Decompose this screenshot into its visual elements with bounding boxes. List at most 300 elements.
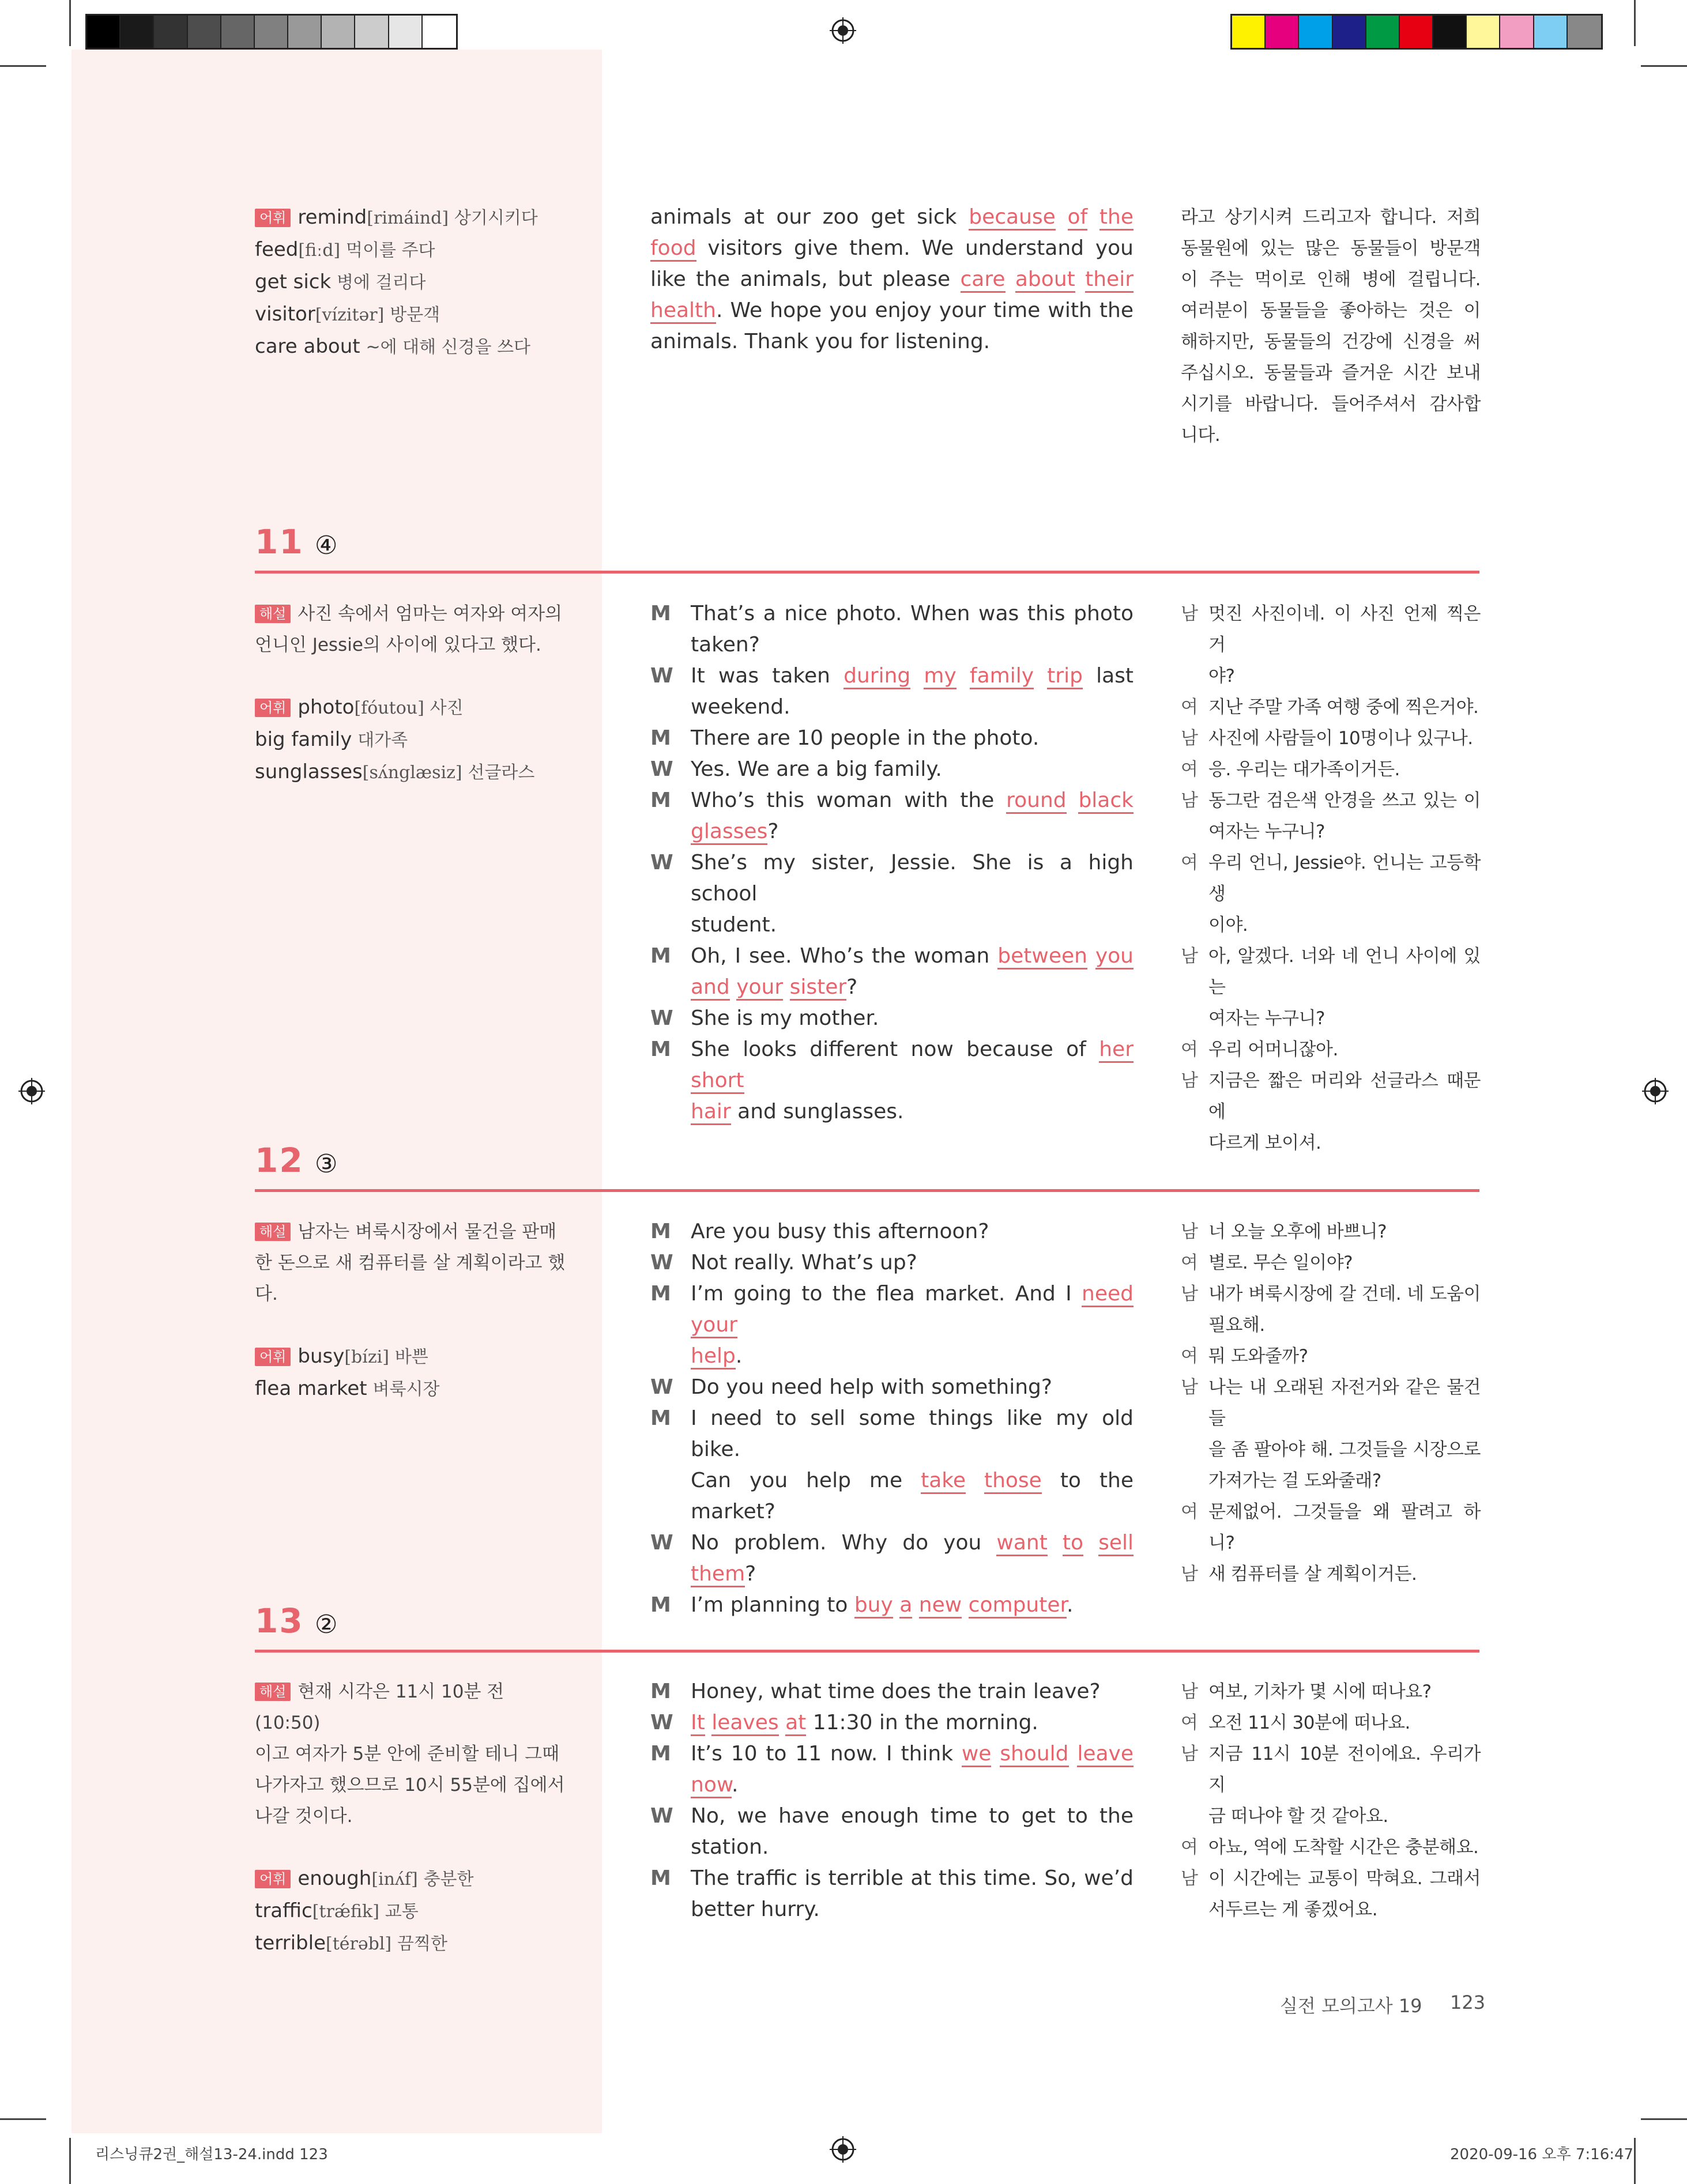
dialogue-line (691, 1894, 1134, 1925)
dialogue-korean-13 (1181, 1676, 1481, 1925)
vocab-meaning: 교통 (385, 1902, 419, 1922)
text-segment: student. (691, 913, 777, 937)
text-segment: Honey, what time does the train leave? (691, 1680, 1101, 1703)
english-text-top (650, 202, 1134, 357)
vocab-meaning: 충분한 (423, 1869, 474, 1889)
translation-line: 아뇨, 역에 도착할 시간은 충분해요. (1208, 1837, 1479, 1858)
translation-turn (1181, 1863, 1481, 1925)
text-segment: taken? (691, 633, 760, 657)
vocab-meaning: 벼룩시장 (372, 1379, 440, 1400)
vocab-word: photo (298, 696, 355, 719)
text-line: 니다. (1181, 425, 1221, 446)
speaker-label: M (650, 1038, 671, 1061)
speaker-label: 여 (1181, 1502, 1198, 1522)
dialogue-line (691, 692, 1134, 723)
answer-number: ④ (315, 531, 338, 560)
speaker-label: 남 (1181, 946, 1198, 967)
vocab-entry (255, 1863, 566, 1895)
translation-line: 뭐 도와줄까? (1208, 1346, 1308, 1367)
translation-turn (1181, 1832, 1481, 1863)
speaker-label: 여 (1181, 1039, 1198, 1060)
speaker-label: 여 (1181, 1346, 1198, 1367)
answer-number: ③ (315, 1149, 338, 1179)
text-line (650, 202, 1134, 233)
answer-blank: your (736, 975, 783, 1001)
explanation-panel-12 (255, 1216, 566, 1405)
answer-blank: buy (854, 1593, 893, 1619)
translation-turn (1181, 785, 1481, 847)
crop-mark (69, 2138, 71, 2184)
vocab-entry (255, 299, 566, 331)
vocab-list-top (255, 202, 566, 363)
color-swatch (1534, 16, 1568, 48)
text-segment: . (735, 1344, 743, 1368)
text-line (650, 326, 1134, 357)
color-swatch (154, 16, 187, 48)
explanation-line (255, 1801, 566, 1832)
speaker-label: 남 (1181, 790, 1198, 811)
vocab-pronunciation: [trǽfik] (312, 1902, 379, 1922)
dialogue-line (691, 598, 1134, 629)
vocab-word: care about (255, 335, 360, 358)
speaker-label: M (650, 1406, 671, 1430)
vocab-entry (255, 234, 566, 266)
explanation-text: 사진 속에서 엄마는 여자와 여자의 (298, 603, 563, 624)
translation-turn (1181, 941, 1481, 1034)
translation-line: 새 컴퓨터를 살 계획이거든. (1208, 1564, 1417, 1585)
dialogue-turn (650, 1034, 1134, 1127)
running-footer-title: 실전 모의고사 19 (1280, 1995, 1422, 2017)
vocab-pronunciation: [rimáind] (367, 208, 449, 228)
text-segment (1069, 1742, 1078, 1766)
explanation-panel-11 (255, 598, 566, 789)
dialogue-line (691, 1770, 1134, 1801)
page-number: 123 (1450, 1991, 1486, 2013)
vocab-word: visitor (255, 303, 315, 326)
answer-blank: black (1078, 789, 1134, 814)
dialogue-line (691, 1003, 1134, 1034)
dialogue-turn (650, 1278, 1134, 1372)
text-segment: animals. Thank you for listening. (650, 330, 991, 353)
translation-line: 서두르는 게 좋겠어요. (1208, 1899, 1378, 1920)
color-swatch (1568, 16, 1601, 48)
text-segment (1075, 267, 1085, 291)
speaker-label: 남 (1181, 1221, 1198, 1242)
color-swatch (87, 16, 120, 48)
answer-blank: between (997, 944, 1087, 970)
dialogue-line (691, 1247, 1134, 1278)
text-line: 이 주는 먹이로 인해 병에 걸립니다. (1181, 269, 1481, 290)
vocab-label: 어휘 (255, 699, 291, 717)
answer-blank: their (1085, 267, 1134, 293)
translation-line: 사진에 사람들이 10명이나 있구나. (1208, 728, 1473, 749)
color-swatch (288, 16, 322, 48)
text-segment: It was taken (691, 664, 844, 688)
text-line (650, 264, 1134, 295)
vocab-entry (255, 1373, 566, 1405)
vocab-word: busy (298, 1345, 345, 1368)
answer-blank: computer (969, 1593, 1067, 1619)
color-swatch (389, 16, 423, 48)
text-line: 라고 상기시켜 드리고자 합니다. 저희 (1181, 207, 1481, 228)
dialogue-english-12 (650, 1216, 1134, 1621)
section-header-11 (255, 522, 1479, 574)
translation-line: 동그란 검은색 안경을 쓰고 있는 이 (1208, 790, 1481, 811)
text-segment (991, 1742, 1000, 1766)
vocab-word: terrible (255, 1932, 326, 1955)
text-segment (1006, 267, 1015, 291)
explanation-text: 이고 여자가 5분 안에 준비할 테니 그때 (255, 1744, 560, 1764)
vocab-meaning: 먹이를 주다 (345, 240, 435, 261)
speaker-label: M (650, 1593, 671, 1617)
dialogue-line (691, 629, 1134, 661)
grayscale-color-bar (85, 14, 458, 50)
dialogue-turn (650, 847, 1134, 941)
speaker-label: 여 (1181, 697, 1198, 718)
text-segment (910, 664, 924, 688)
text-segment: She looks different now because of (691, 1038, 1099, 1061)
vocab-meaning: 상기시키다 (454, 208, 538, 228)
speaker-label: 여 (1181, 1837, 1198, 1858)
translation-line: 야? (1208, 666, 1235, 686)
answer-blank: hair (691, 1100, 731, 1125)
text-segment: Oh, I see. Who’s the woman (691, 944, 998, 968)
text-segment: last (1082, 664, 1134, 688)
color-swatch (1266, 16, 1299, 48)
explanation (255, 1676, 566, 1832)
vocab-label: 어휘 (255, 209, 291, 227)
answer-blank: at (785, 1711, 806, 1736)
dialogue-turn (650, 941, 1134, 1003)
text-segment (1067, 789, 1079, 812)
dialogue-line (691, 910, 1134, 941)
answer-blank: take (921, 1469, 966, 1494)
korean-text-top (1181, 202, 1481, 451)
explanation-text: 나가자고 했으므로 10시 55분에 집에서 (255, 1775, 565, 1796)
explanation-line (255, 629, 566, 661)
vocab-pronunciation: [fiːd] (298, 240, 341, 261)
vocab-meaning: 방문객 (390, 305, 440, 325)
crop-mark (1634, 0, 1636, 46)
answer-blank: to (1063, 1531, 1083, 1556)
translation-turn (1181, 1034, 1481, 1065)
translation-line: 이야. (1208, 915, 1248, 936)
question-number: 13 (255, 1601, 304, 1640)
answer-blank: and (691, 975, 730, 1001)
translation-line: 여보, 기차가 몇 시에 떠나요? (1208, 1681, 1432, 1702)
vocab-meaning: 바쁜 (394, 1347, 428, 1367)
speaker-label: 남 (1181, 1868, 1198, 1889)
color-swatch (1400, 16, 1433, 48)
color-swatch (1467, 16, 1500, 48)
color-swatch (1433, 16, 1467, 48)
text-segment: Yes. We are a big family. (691, 757, 942, 781)
answer-blank: the (1099, 205, 1134, 231)
translation-turn (1181, 1738, 1481, 1832)
color-swatch (1366, 16, 1400, 48)
text-segment: ? (846, 975, 858, 999)
vocab-pronunciation: [vízitər] (315, 305, 385, 325)
spacer (255, 1832, 566, 1863)
text-line (650, 295, 1134, 326)
answer-blank: now (691, 1773, 732, 1798)
text-segment: I need to sell some things like my old bike. (691, 1406, 1134, 1461)
dialogue-turn (650, 661, 1134, 723)
explanation-label: 해설 (255, 605, 291, 623)
dialogue-line (691, 1278, 1134, 1341)
answer-blank: you (1095, 944, 1134, 970)
dialogue-line (691, 1527, 1134, 1590)
explanation-text: 현재 시각은 11시 10분 전(10:50) (255, 1681, 504, 1733)
dialogue-line (691, 1863, 1134, 1894)
color-swatch (423, 16, 456, 48)
answer-blank: leave (1077, 1742, 1134, 1767)
text-segment: . We hope you enjoy your time with the (716, 299, 1134, 322)
speaker-label: 남 (1181, 728, 1198, 749)
speaker-label: W (650, 757, 673, 781)
answer-blank: health (650, 299, 716, 324)
text-segment: Are you busy this afternoon? (691, 1220, 989, 1243)
dialogue-line (691, 1403, 1134, 1465)
text-segment (1083, 1531, 1098, 1555)
text-line: 동물원에 있는 많은 동물들이 방문객 (1181, 238, 1481, 259)
vocab-label: 어휘 (255, 1348, 291, 1366)
translation-turn (1181, 1676, 1481, 1707)
translation-turn (1181, 1372, 1481, 1496)
dialogue-english-13 (650, 1676, 1134, 1925)
explanation-line (255, 1738, 566, 1770)
translation-turn (1181, 1707, 1481, 1738)
translation-turn (1181, 723, 1481, 754)
dialogue-korean-12 (1181, 1216, 1481, 1590)
answer-blank: we (962, 1742, 992, 1767)
speaker-label: 남 (1181, 1681, 1198, 1702)
explanation-panel-13 (255, 1676, 566, 1960)
spacer (255, 661, 566, 692)
explanation-line (255, 1770, 566, 1801)
vocab-pronunciation: [térəbl] (326, 1934, 392, 1954)
text-segment: That’s a nice photo. When was this photo (691, 602, 1134, 625)
vocab-entry (255, 202, 566, 234)
speaker-label: M (650, 1220, 671, 1243)
process-color-bar (1230, 14, 1603, 50)
speaker-label: W (650, 1375, 673, 1399)
text-segment (783, 975, 789, 999)
translation-line: 너 오늘 오후에 바쁘니? (1208, 1221, 1387, 1242)
translation-turn (1181, 1216, 1481, 1247)
speaker-label: M (650, 1866, 671, 1890)
explanation-line (255, 1676, 566, 1738)
text-segment (1056, 205, 1068, 229)
vocab-entry (255, 692, 566, 724)
answer-blank: round (1006, 789, 1067, 814)
vocab-entry (255, 1895, 566, 1927)
translation-line: 문제없어. 그것들을 왜 팔려고 하니? (1208, 1502, 1481, 1553)
speaker-label: W (650, 1531, 673, 1555)
text-segment: ? (767, 820, 779, 843)
vocab-entry (255, 331, 566, 363)
dialogue-line (691, 754, 1134, 785)
registration-mark-icon (18, 1078, 45, 1104)
text-segment: to the market? (691, 1469, 1134, 1523)
speaker-label: 남 (1181, 1284, 1198, 1304)
text-line: 해하지만, 동물들의 건강에 신경을 써 (1181, 331, 1481, 352)
text-segment (1048, 1531, 1063, 1555)
vocab-entry (255, 1927, 566, 1960)
answer-blank: leaves (711, 1711, 778, 1736)
translation-turn (1181, 754, 1481, 785)
translation-line: 나는 내 오래된 자전거와 같은 물건들 (1208, 1377, 1481, 1429)
registration-mark-icon (830, 2136, 856, 2163)
speaker-label: W (650, 664, 673, 688)
vocab-pronunciation: [bízi] (344, 1347, 389, 1367)
dialogue-line (691, 847, 1134, 910)
dialogue-turn (650, 1403, 1134, 1527)
registration-mark-icon (830, 17, 856, 44)
color-swatch (355, 16, 389, 48)
spacer (255, 1310, 566, 1341)
explanation-label: 해설 (255, 1223, 291, 1241)
dialogue-turn (650, 1527, 1134, 1590)
text-segment: Who’s this woman with the (691, 789, 1007, 812)
dialogue-line (691, 1034, 1134, 1096)
vocab-meaning: 선글라스 (468, 763, 535, 783)
answer-blank: need (1082, 1282, 1134, 1307)
dialogue-turn (650, 1216, 1134, 1247)
speaker-label: M (650, 789, 671, 812)
vocab-word: remind (298, 206, 367, 229)
crop-mark (1641, 65, 1687, 67)
translation-line: 우리 어머니잖아. (1208, 1039, 1338, 1060)
explanation (255, 598, 566, 661)
text-segment: It’s 10 to 11 now. I think (691, 1742, 962, 1766)
dialogue-line (691, 972, 1134, 1003)
color-swatch (221, 16, 255, 48)
answer-blank: trip (1047, 664, 1083, 689)
explanation-label: 해설 (255, 1683, 291, 1701)
explanation-text: 다. (255, 1284, 278, 1304)
question-number: 12 (255, 1141, 304, 1180)
color-swatch (120, 16, 154, 48)
text-line: 주십시오. 동물들과 즐거운 시간 보내 (1181, 363, 1481, 383)
dialogue-turn (650, 1676, 1134, 1707)
color-swatch (1299, 16, 1332, 48)
answer-blank: help (691, 1344, 736, 1370)
answer-blank: during (843, 664, 910, 689)
color-swatch (1333, 16, 1366, 48)
translation-turn (1181, 1341, 1481, 1372)
answer-blank: glasses (691, 820, 767, 845)
vocab-meaning: 끔찍한 (397, 1934, 447, 1954)
translation-turn (1181, 1065, 1481, 1159)
dialogue-line (691, 1801, 1134, 1832)
answer-blank: her (1099, 1038, 1134, 1063)
dialogue-line (691, 941, 1134, 972)
dialogue-line (691, 1096, 1134, 1127)
vocab-pronunciation: [fóutou] (354, 698, 424, 718)
dialogue-turn (650, 598, 1134, 661)
dialogue-turn (650, 1738, 1134, 1801)
vocab-pronunciation: [sʌ́nglæsiz] (362, 763, 462, 783)
translation-line: 이 시간에는 교통이 막혀요. 그래서 (1208, 1868, 1481, 1889)
answer-blank: should (1000, 1742, 1068, 1767)
explanation-line (255, 1216, 566, 1247)
question-number: 11 (255, 522, 304, 561)
text-line (650, 233, 1134, 264)
translation-turn (1181, 1278, 1481, 1341)
speaker-label: 여 (1181, 1713, 1198, 1733)
translation-turn (1181, 1559, 1481, 1590)
explanation (255, 1216, 566, 1310)
vocab-entry (255, 1341, 566, 1373)
crop-mark (0, 2118, 46, 2120)
vocab-word: enough (298, 1867, 372, 1890)
text-segment: . (1066, 1593, 1074, 1617)
dialogue-turn (650, 1003, 1134, 1034)
answer-blank: them (691, 1562, 745, 1587)
translation-line: 응. 우리는 대가족이거든. (1208, 759, 1400, 780)
answer-blank: your (691, 1313, 737, 1338)
translation-line: 지난 주말 가족 여행 중에 찍은거야. (1208, 697, 1479, 718)
speaker-label: M (650, 1680, 671, 1703)
speaker-label: W (650, 1006, 673, 1030)
explanation-text: 언니인 Jessie의 사이에 있다고 했다. (255, 635, 541, 655)
crop-mark (69, 0, 71, 46)
speaker-label: M (650, 602, 671, 625)
vocab-meaning: 사진 (430, 698, 464, 718)
answer-blank: It (691, 1711, 705, 1736)
dialogue-line (691, 1676, 1134, 1707)
text-segment: No, we have enough time to get to the (691, 1804, 1134, 1828)
explanation-text: 나갈 것이다. (255, 1806, 353, 1827)
answer-blank: a (899, 1593, 912, 1619)
text-segment: She’s my sister, Jessie. She is a high school (691, 851, 1134, 906)
answer-blank: those (984, 1469, 1042, 1494)
dialogue-turn (650, 1801, 1134, 1863)
speaker-label: W (650, 851, 673, 874)
answer-blank: family (970, 664, 1034, 689)
color-swatch (322, 16, 355, 48)
text-segment (1087, 944, 1095, 968)
dialogue-line (691, 1738, 1134, 1770)
crop-mark (0, 65, 46, 67)
text-segment: I’m going to the flea market. And I (691, 1282, 1082, 1306)
explanation-line (255, 1278, 566, 1310)
slug-file-name: 리스닝큐2권_해설13-24.indd 123 (95, 2146, 328, 2163)
text-segment: animals at our zoo get sick (650, 205, 969, 229)
vocab-entry (255, 756, 566, 789)
text-segment: ? (745, 1562, 756, 1586)
answer-blank: care (961, 267, 1006, 293)
vocab-entry (255, 724, 566, 756)
translation-line: 가져가는 걸 도와줄래? (1208, 1470, 1381, 1491)
text-segment: visitors give them. We understand you (696, 236, 1134, 260)
speaker-label: 남 (1181, 603, 1198, 624)
dialogue-line (691, 1216, 1134, 1247)
translation-turn (1181, 692, 1481, 723)
translation-line: 오전 11시 30분에 떠나요. (1208, 1713, 1410, 1733)
vocab-pronunciation: [inʌ́f] (371, 1869, 418, 1889)
text-segment: like the animals, but please (650, 267, 961, 291)
dialogue-line (691, 723, 1134, 754)
text-segment: better hurry. (691, 1898, 820, 1921)
speaker-label: W (650, 1804, 673, 1828)
dialogue-line (691, 1465, 1134, 1527)
translation-line: 여자는 누구니? (1208, 821, 1325, 842)
dialogue-line (691, 785, 1134, 816)
text-segment: Do you need help with something? (691, 1375, 1052, 1399)
speaker-label: M (650, 726, 671, 750)
